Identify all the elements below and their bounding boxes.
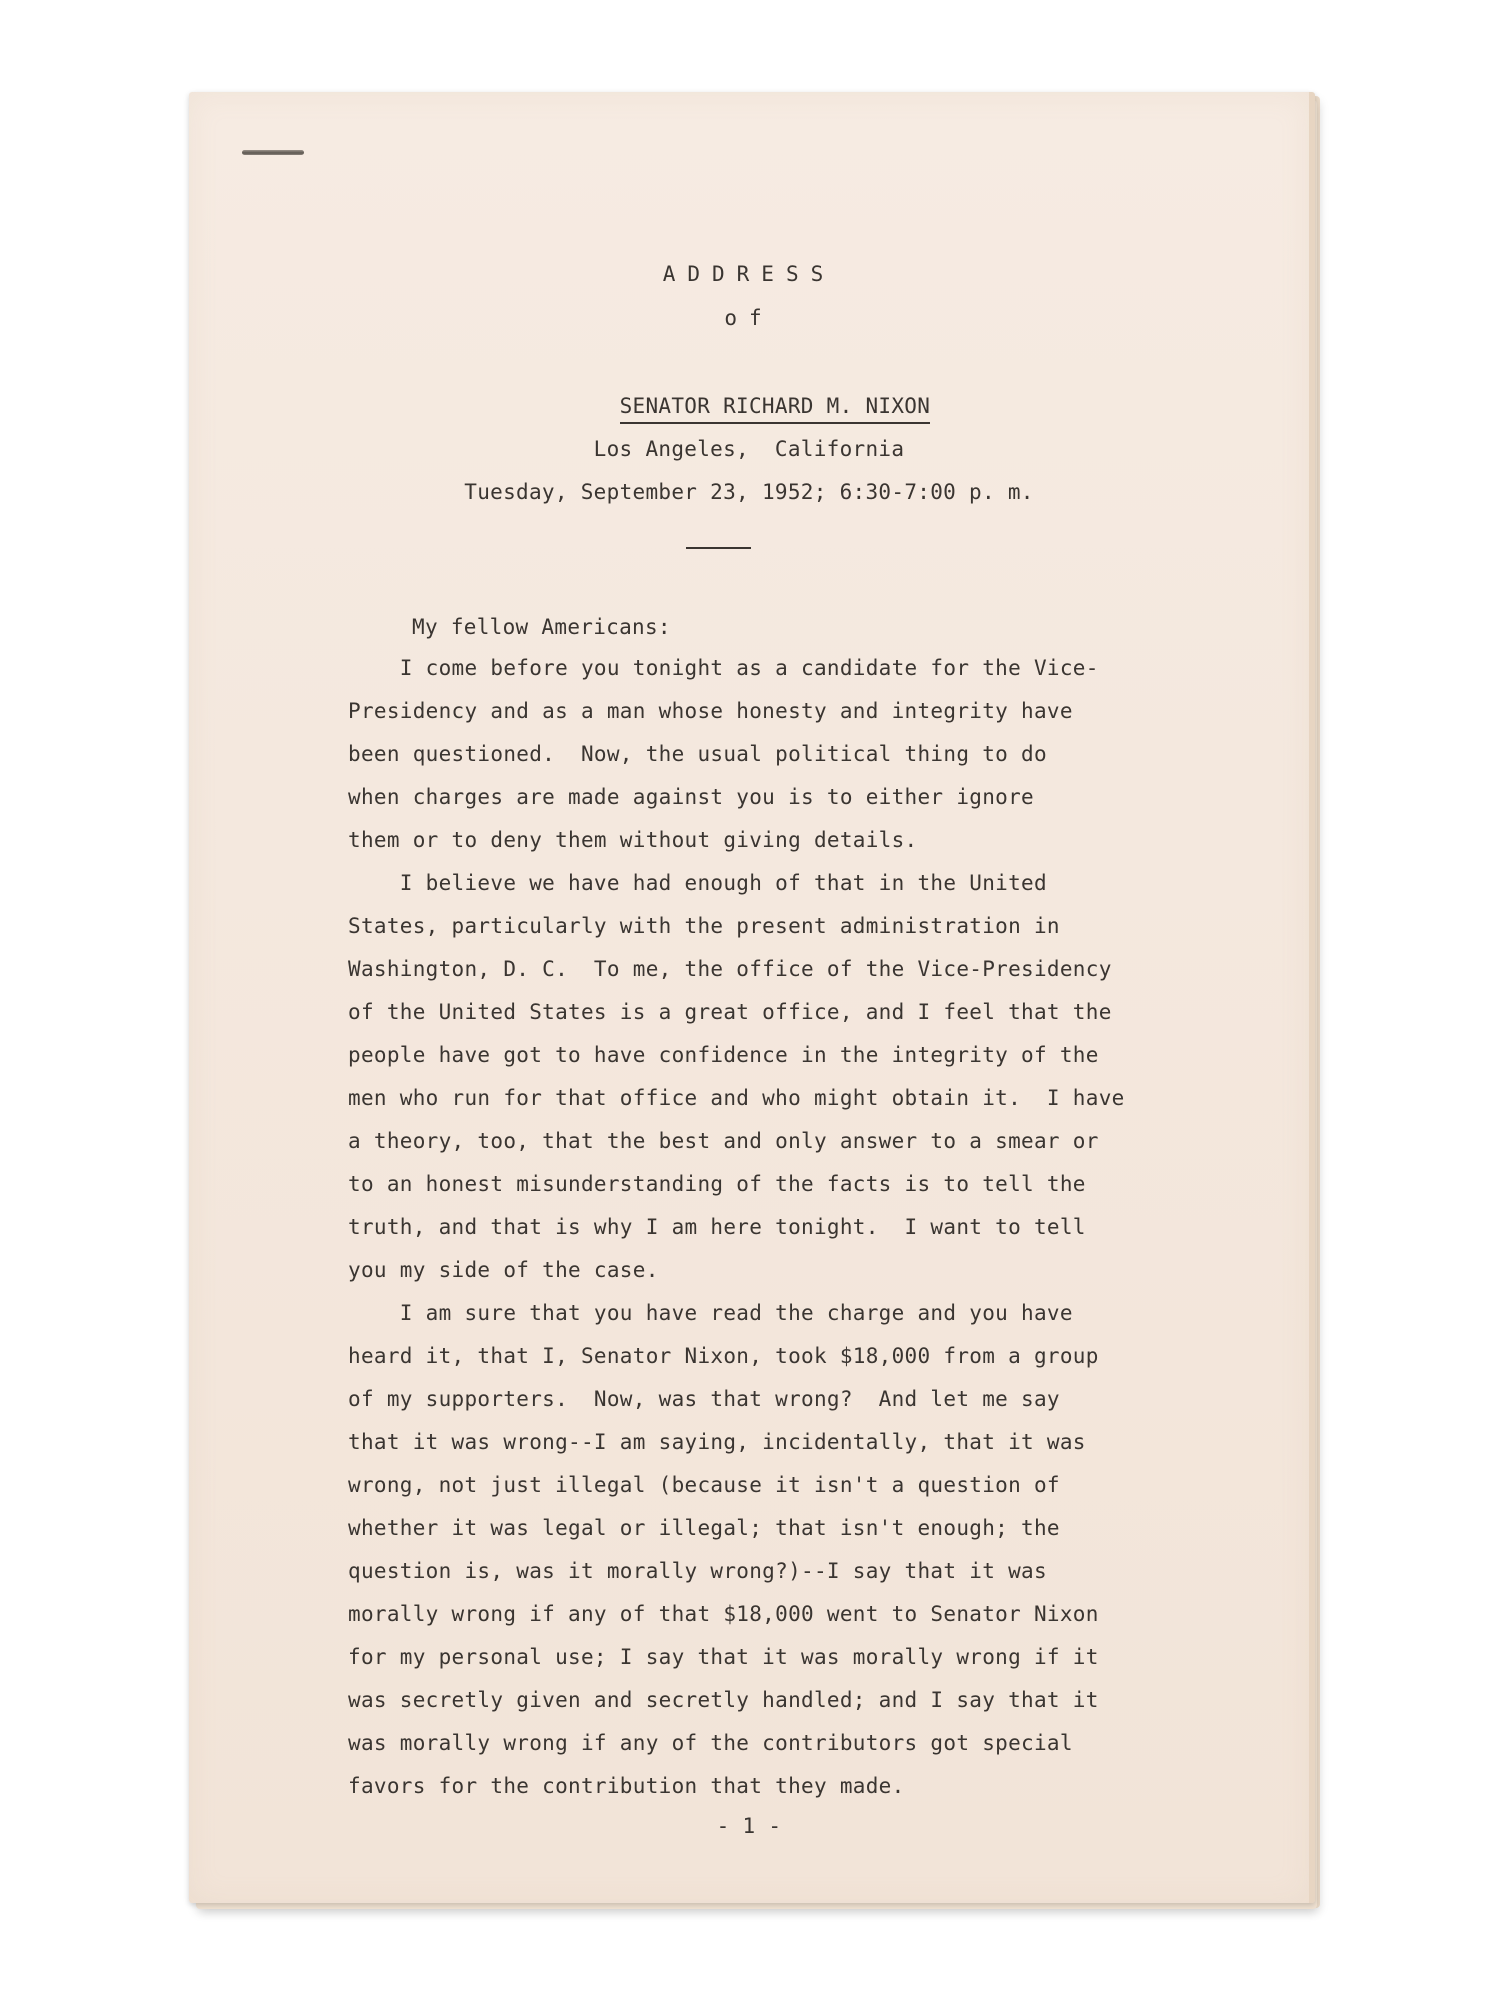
location-line: Los Angeles, California <box>593 437 905 461</box>
body-line: truth, and that is why I am here tonight. I want to tell <box>348 1215 1086 1239</box>
body-line: wrong, not just illegal (because it isn't a question of <box>348 1473 1060 1497</box>
body-line: been questioned. Now, the usual political thing to do <box>348 742 1047 766</box>
body-line: when charges are made against you is to either ignore <box>348 785 1034 809</box>
divider-rule <box>686 547 751 549</box>
body-line: favors for the contribution that they made. <box>348 1774 905 1798</box>
body-line: of the United States is a great office, and I feel that the <box>348 1000 1112 1024</box>
body-line: I come before you tonight as a candidate for the Vice- <box>348 656 1099 680</box>
body-line: I am sure that you have read the charge and you have <box>348 1301 1073 1325</box>
body-line: of my supporters. Now, was that wrong? And let me say <box>348 1387 1060 1411</box>
body-line: Washington, D. C. To me, the office of the Vice-Presidency <box>348 957 1112 981</box>
body-line: that it was wrong--I am saying, incidentally, that it was <box>348 1430 1086 1454</box>
body-line: to an honest misunderstanding of the facts is to tell the <box>348 1172 1086 1196</box>
body-line: Presidency and as a man whose honesty and integrity have <box>348 699 1073 723</box>
staple <box>242 150 304 155</box>
body-line: States, particularly with the present administration in <box>348 914 1060 938</box>
body-line: for my personal use; I say that it was morally wrong if it <box>348 1645 1099 1669</box>
body-line: a theory, too, that the best and only answer to a smear or <box>348 1129 1099 1153</box>
date-line: Tuesday, September 23, 1952; 6:30-7:00 p. m. <box>464 480 1034 504</box>
body-line: question is, was it morally wrong?)--I say that it was <box>348 1559 1047 1583</box>
document-heading: ADDRESS <box>662 262 836 286</box>
document-of: of <box>724 306 774 330</box>
body-line: I believe we have had enough of that in the United <box>348 871 1047 895</box>
body-line: was secretly given and secretly handled; and I say that it <box>348 1688 1099 1712</box>
body-line: whether it was legal or illegal; that isn't enough; the <box>348 1516 1060 1540</box>
body-line: heard it, that I, Senator Nixon, took $18,000 from a group <box>348 1344 1099 1368</box>
body-line: men who run for that office and who might obtain it. I have <box>348 1086 1125 1110</box>
page-number: - 1 - <box>716 1814 782 1838</box>
body-line: morally wrong if any of that $18,000 went to Senator Nixon <box>348 1602 1099 1626</box>
body-line: them or to deny them without giving details. <box>348 828 918 852</box>
speaker-name: SENATOR RICHARD M. NIXON <box>620 394 931 424</box>
body-line: you my side of the case. <box>348 1258 659 1282</box>
body-line: people have got to have confidence in the integrity of the <box>348 1043 1099 1067</box>
body-line: was morally wrong if any of the contributors got special <box>348 1731 1073 1755</box>
salutation: My fellow Americans: <box>412 615 671 639</box>
typed-page <box>189 92 1315 1903</box>
